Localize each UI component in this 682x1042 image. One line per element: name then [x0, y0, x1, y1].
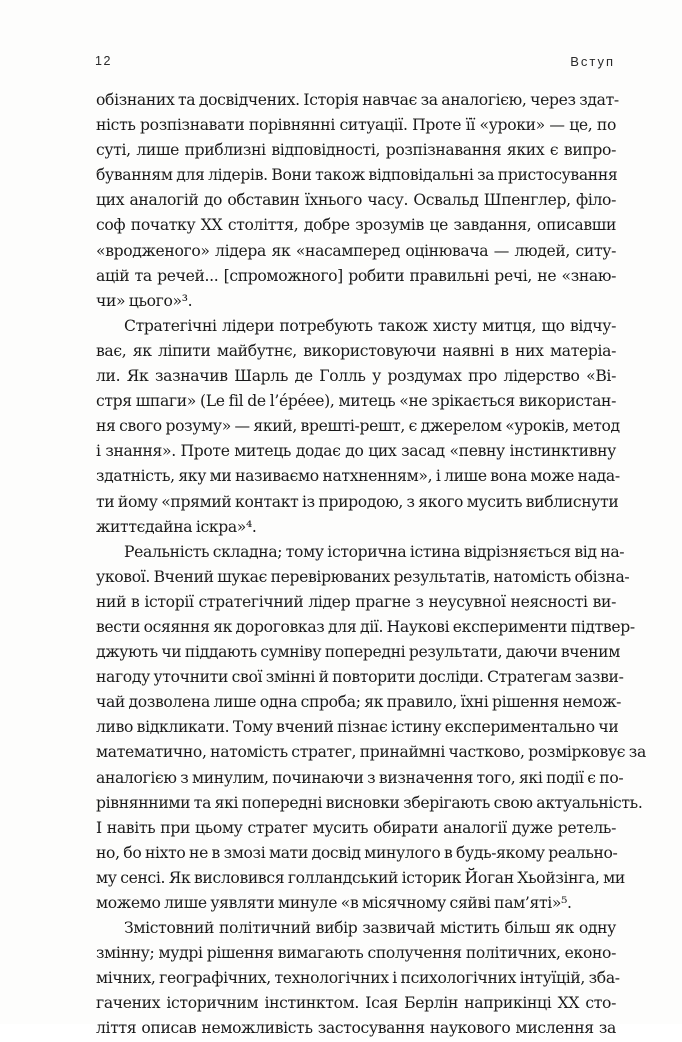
- text-line: укової. Вчений шукає перевірюваних результатів, натомість обізна-: [96, 567, 630, 586]
- text-line: ває, як ліпити майбутнє, використовуючи наявні в них матеріа-: [96, 341, 616, 360]
- text-line: гачених історичним інстинктом. Ісая Берлін наприкінці XX сто-: [96, 994, 616, 1013]
- body-text: [96, 88, 646, 1042]
- text-line: нагоду уточнити свої змінні й повторити досліди. Стратегам зазви-: [96, 668, 624, 687]
- text-line: обізнаних та досвідчених. Історія навчає за аналогією, через здат-: [96, 91, 619, 109]
- text-line: здатність, яку ми називаємо натхненням», і лише вона може нада-: [96, 467, 620, 486]
- text-line: І навіть при цьому стратег мусить обирати аналогії дуже ретель-: [96, 818, 616, 837]
- text-line: Реальність складна; тому історична істина відрізняється від на-: [124, 542, 625, 561]
- text-line: цих аналогій до обставин їхнього часу. Освальд Шпенглер, філо-: [96, 191, 616, 210]
- text-line: аналогією з минулим, починаючи з визначення того, які події є по-: [96, 768, 624, 787]
- text-line: му сенсі. Як висловився голландський історик Йоган Хьойзінга, ми: [96, 868, 625, 887]
- text-line: ня свого розуму» — який, врешті-решт, є джерелом «уроків, метод: [96, 417, 620, 436]
- text-line: ліття описав неможливість застосування наукового мислення за: [96, 1019, 616, 1038]
- text-line: «вродженого» лідера як «насамперед оцінювача — людей, ситу-: [96, 241, 616, 260]
- text-line: мічних, географічних, технологічних і психологічних інтуїцій, зба-: [96, 969, 620, 988]
- text-line: соф початку XX століття, добре зрозумів це завдання, описавши: [96, 216, 616, 235]
- text-line: ли. Як зазначив Шарль де Голль у роздумах про лідерство «Ві-: [96, 367, 616, 386]
- text-line: но, бо ніхто не в змозі мати досвід минулого в будь-якому реально-: [96, 843, 618, 862]
- text-line: стря шпаги» (Le fil de l’épéee), митець «не зрікається використан-: [96, 392, 616, 411]
- text-line: рівнянними та які попередні висновки зберігають свою актуальність.: [96, 793, 643, 812]
- text-line: ливо відкликати. Тому вчений пізнає істину експериментально чи: [96, 718, 619, 737]
- text-line: можемо лише уявляти минуле «в місячному сяйві пам’яті»⁵.: [96, 894, 572, 912]
- page-number: 12: [95, 54, 112, 68]
- text-line: Стратегічні лідери потребують також хисту митця, що відчу-: [124, 316, 616, 335]
- text-line: математично, натомість стратег, принаймні частково, розмірковує за: [96, 743, 646, 762]
- text-line: чай дозволена лише одна спроба; як правило, їхні рішення немож-: [96, 693, 622, 712]
- text-line: джують чи піддають сумніву попередні результати, даючи вченим: [96, 643, 621, 662]
- text-line: ти йому «прямий контакт із природою, з якого мусить виблиснути: [96, 492, 619, 511]
- section-title: Вступ: [570, 54, 615, 69]
- text-line: ність розпізнавати порівнянні ситуації. Проте її «уроки» — це, по: [96, 116, 616, 135]
- text-line: чи» цього»³.: [96, 291, 193, 310]
- text-line: ацій та речей... [спроможного] робити правильні речі, не «знаю-: [96, 266, 616, 285]
- running-head: [95, 54, 615, 74]
- text-line: життєдайна іскра»⁴.: [96, 517, 257, 536]
- text-line: і знання». Проте митець додає до цих засад «певну інстинктивну: [96, 442, 616, 461]
- text-line: суті, лише приблизні відповідності, розпізнавання яких є випро-: [96, 141, 616, 160]
- text-line: ний в історії стратегічний лідер прагне з неусувної неясності ви-: [96, 592, 616, 611]
- text-line: буванням для лідерів. Вони також відповідальні за пристосування: [96, 166, 618, 185]
- text-line: змінну; мудрі рішення вимагають сполучення політичних, еконо-: [96, 944, 616, 963]
- text-line: вести осяяння як дороговказ для дії. Наукові експерименти підтвер-: [96, 617, 635, 636]
- text-line: Змістовний політичний вибір зазвичай містить більш як одну: [124, 919, 616, 938]
